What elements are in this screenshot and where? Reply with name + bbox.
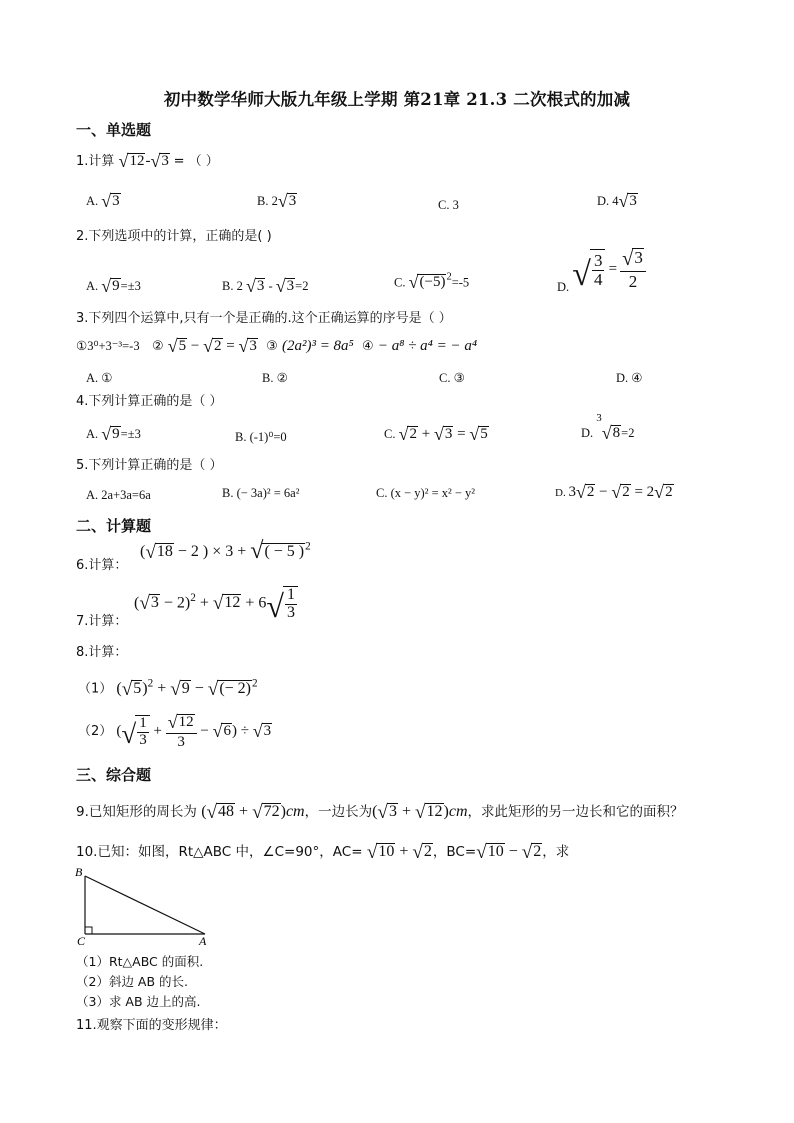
question-10: 10.已知：如图，Rt△ABC 中，∠C=90°，AC= √10 + √2，BC=√10 − √2，求 — [76, 842, 570, 863]
q3-option-a: A. ① — [86, 371, 113, 385]
q5-option-c: C. (x − y)² = x² − y² — [376, 486, 476, 500]
q3-item-1: ①3⁰+3⁻³=-3 — [76, 339, 140, 353]
right-angle-mark — [85, 927, 92, 934]
section-comprehensive: 三、综合题 — [76, 766, 152, 784]
q8-part-1: （1） $(√5)^2 + √9$ − √(− 2)$^2$ — [78, 677, 258, 700]
q2-option-b: B. 2 √3 - √3=2 — [222, 276, 309, 296]
q3-item-3-mark: ③ — [266, 339, 278, 354]
q10-part-2: （2）斜边 AB 的长. — [76, 974, 188, 989]
q1-radicand-b: 3 — [161, 153, 169, 169]
q3-option-d: D. ④ — [616, 371, 643, 385]
q10-part-1: （1）Rt△ABC 的面积. — [76, 954, 204, 969]
q2-option-d: D. √ $\frac{3}{4}$ = $\frac{√3}{2}$ — [557, 248, 646, 295]
q2-option-a: A. √9=±3 — [86, 276, 141, 296]
q1-option-a: A. √3 — [86, 191, 120, 211]
q2-option-c: C. $√(-5)^2=-5$ — [394, 272, 470, 293]
q3-option-b: B. ② — [262, 371, 288, 385]
page-title: 初中数学华师大版九年级上学期 第21章 21.3 二次根式的加减 — [163, 90, 631, 109]
question-3: 3.下列四个运算中,只有一个是正确的.这个正确运算的序号是（ ） — [76, 311, 452, 326]
q5-option-d: D. 3√2 − √2 = 2√2 — [555, 482, 673, 502]
question-11: 11.观察下面的变形规律： — [76, 1018, 227, 1033]
q7-expression: $(√3 - 2)^2 + √12 + 6√$ $\frac{1}{3}$ — [134, 586, 298, 625]
q1-option-c: C. 3 — [438, 198, 459, 212]
question-1 — [76, 150, 219, 172]
q1-option-b: B. 2√3 — [257, 191, 297, 211]
q1-tail: = （ ） — [173, 154, 219, 169]
q4-option-a: A. √9=±3 — [86, 424, 141, 444]
question-8: 8.计算： — [76, 645, 128, 660]
q10-part-3: （3）求 AB 边上的高. — [76, 994, 201, 1009]
question-4: 4.下列计算正确的是（ ） — [76, 394, 223, 409]
q3-items — [76, 336, 477, 357]
q1-radicand-a: 12 — [129, 153, 145, 169]
q3-item-4: − a⁸ ÷ a⁴ = − a⁴ — [377, 338, 478, 354]
q3-item-4-mark: ④ — [362, 339, 374, 354]
q8-part-2: （2） (√ $\frac{1}{3}$ + $\frac{√12}{3}$ − √6) ÷ √3 — [78, 712, 272, 750]
question-6: 6.计算： — [76, 558, 128, 573]
vertex-label-a: A — [199, 934, 207, 948]
question-5: 5.下列计算正确的是（ ） — [76, 458, 223, 473]
q1-expression: √12-√3 — [118, 151, 169, 171]
q4-option-b: B. (-1)⁰=0 — [235, 430, 287, 444]
section-calculation: 二、计算题 — [76, 517, 152, 535]
question-9: 9.已知矩形的周长为 (√48 + √72)cm，一边长为(√3 + √12)cm，求此矩形的另一边长和它的面积？ — [76, 802, 684, 823]
question-7: 7.计算： — [76, 614, 128, 629]
q1-minus: - — [145, 153, 151, 169]
q1-label: 1.计算 — [76, 154, 115, 169]
vertex-label-c: C — [77, 934, 86, 948]
q1-option-d: D. 4√3 — [597, 191, 637, 211]
q6-expression: (√18 − 2 ) × 3 + √( − 5 )$^2$ — [140, 538, 311, 564]
vertex-label-b: B — [75, 865, 83, 879]
triangle-figure — [70, 864, 220, 948]
q4-option-d: D. 3√8=2 — [581, 412, 635, 443]
q4-option-c: C. √2 + √3 = √5 — [384, 424, 488, 444]
q3-item-2: √5 − √2 = √3 — [167, 336, 257, 356]
side-ab — [85, 876, 205, 934]
q5-option-a: A. 2a+3a=6a — [86, 488, 151, 502]
q5-option-b: B. (− 3a)² = 6a² — [222, 486, 300, 500]
q3-option-c: C. ③ — [439, 371, 465, 385]
section-single-choice: 一、单选题 — [76, 121, 152, 139]
question-2: 2.下列选项中的计算，正确的是( ) — [76, 229, 272, 244]
q3-item-3: (2a²)³ = 8a⁵ — [281, 338, 354, 354]
q3-item-2-mark: ② — [151, 339, 164, 354]
